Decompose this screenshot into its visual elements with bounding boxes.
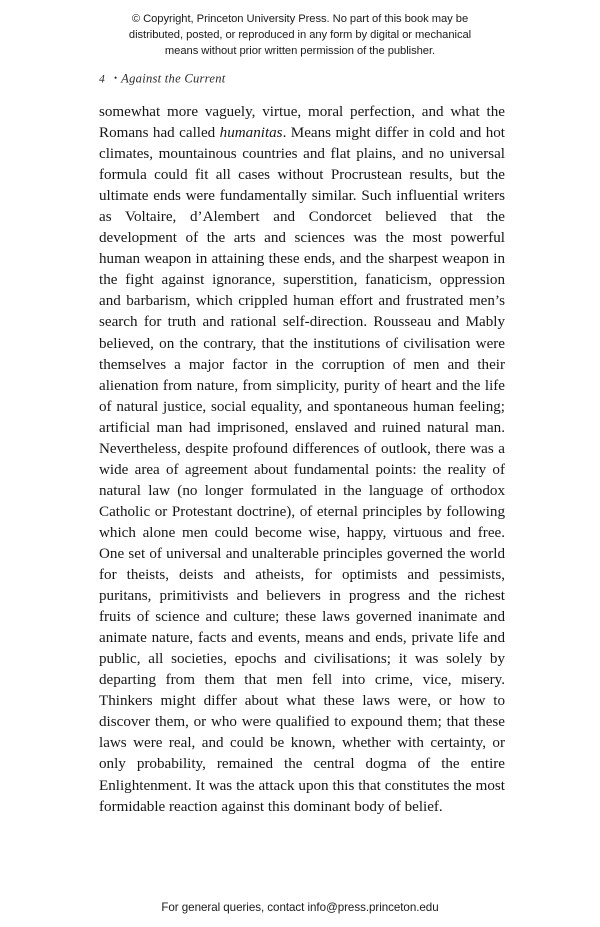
bullet-separator-icon: •	[114, 73, 118, 83]
copyright-line-3: means without prior written permission of the publisher.	[164, 45, 436, 58]
page-number: 4	[99, 72, 105, 86]
book-title: Against the Current	[121, 71, 226, 86]
copyright-line-2: distributed, posted, or reproduced in any form by digital or mechanical	[128, 29, 472, 42]
body-paragraph: somewhat more vaguely, virtue, moral perfection, and what the Romans had called humanitas. Means might differ in cold and hot climates, mountainous countries and flat plains, and no universal formula could fit all cases without Procrustean results, but the ultimate ends were fundamentally similar. Such influential writers as Voltaire, d’Alembert and Condorcet believed that the development of the arts and sciences was the most powerful human weapon in attaining these ends, and the sharpest weapon in the fight against ignorance, superstition, fanaticism, oppression and barbarism, which crippled human effort and frustrated men’s search for truth and rational self-direction. Rousseau and Mably believed, on the contrary, that the institutions of civilisation were themselves a major factor in the corruption of men and their alienation from nature, from simplicity, purity of heart and the life of natural justice, social equality, and spontaneous human feeling; artificial man had imprisoned, enslaved and ruined natural man. Nevertheless, despite profound differences of outlook, there was a wide area of agreement about fundamental points: the reality of natural law (no longer formulated in the language of orthodox Catholic or Protestant doctrine), of eternal principles by following which alone men could become wise, happy, virtuous and free. One set of universal and unalterable principles governed the world for theists, deists and atheists, for optimists and pessimists, puritans, primitivists and believers in progress and the richest fruits of science and culture; these laws governed inanimate and animate nature, facts and events, means and ends, private life and public, all societies, epochs and civilisations; it was solely by departing from them that men fell into crime, vice, misery. Thinkers might differ about what these laws were, or how to discover them, or who were qualified to expound them; that these laws were real, and could be known, whether with certainty, or only probability, remained the central dogma of the entire Enlightenment. It was the attack upon this that constitutes the most formidable reaction against this dominant body of belief.	[99, 104, 506, 815]
running-head	[99, 70, 226, 88]
copyright-line-1: © Copyright, Princeton University Press. No part of this book may be	[131, 13, 469, 25]
italic-term-humanitas: humanitas	[219, 125, 283, 142]
copyright-notice	[86, 11, 514, 60]
body-text-column	[99, 102, 505, 818]
footer-contact-note: For general queries, contact info@press.princeton.edu	[161, 901, 439, 914]
